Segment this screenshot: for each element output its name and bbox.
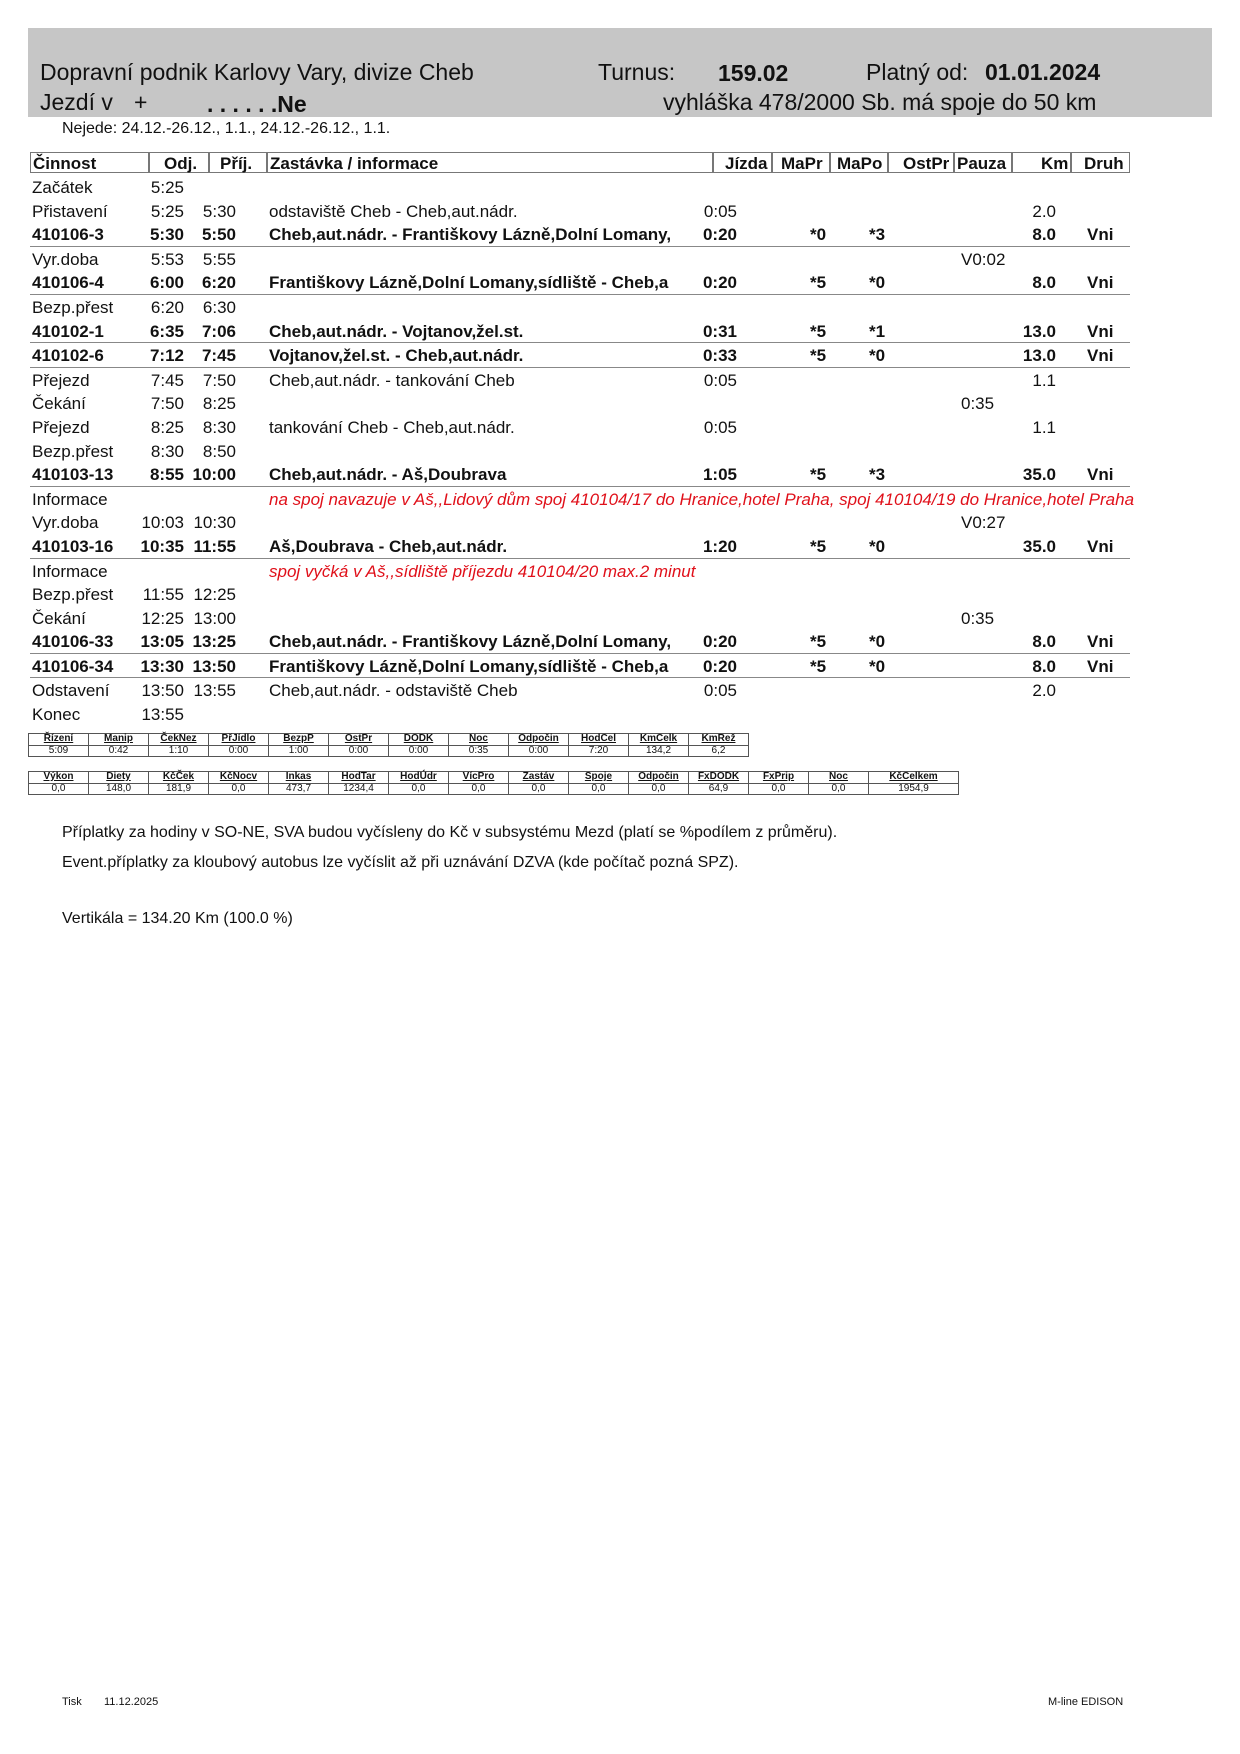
activity-cell: 410106-33 [32, 632, 114, 652]
type-cell: Vni [1087, 321, 1114, 341]
stop-cell: Cheb,aut.nádr. - Františkovy Lázně,Dolní Lomany, [269, 225, 672, 245]
valid-from-label: Platný od: [866, 59, 969, 85]
stat-cell [389, 772, 449, 794]
table-row [30, 534, 1130, 559]
stat-label: Odpočin [518, 733, 559, 744]
stat-value: 0,0 [749, 783, 808, 794]
stat-cell [509, 734, 569, 756]
stat-value: 0:35 [449, 745, 508, 756]
stat-cell [269, 772, 329, 794]
info-note: na spoj navazuje v Aš,,Lidový dům spoj 410104/17 do Hranice,hotel Praha, spoj 410104/19 do Hranice,hotel Praha [269, 489, 1135, 509]
stat-cell [449, 772, 509, 794]
arrival-cell: 5:50 [201, 225, 236, 245]
turnus-label: Turnus: [598, 59, 676, 85]
arrival-cell: 13:00 [193, 608, 236, 628]
type-cell: Vni [1087, 656, 1114, 676]
table-row [30, 606, 1130, 630]
stat-value: 0,0 [509, 783, 568, 794]
table-row [30, 415, 1130, 439]
stat-label: KmCelk [639, 733, 678, 744]
stat-label: PřJídlo [221, 733, 256, 744]
stat-cell [869, 772, 959, 794]
stat-cell [809, 772, 869, 794]
run-time-cell: 0:05 [703, 370, 737, 390]
stop-cell: Vojtanov,žel.st. - Cheb,aut.nádr. [269, 346, 524, 366]
mapr-cell: *0 [810, 225, 827, 245]
run-time-cell: 0:33 [702, 346, 737, 366]
mapr-cell: *5 [810, 632, 827, 652]
stat-label: KčCelkem [889, 771, 938, 782]
stat-cell [569, 772, 629, 794]
run-time-cell: 0:31 [702, 321, 737, 341]
stat-cell [149, 734, 209, 756]
activity-cell: Bezp.přest [32, 441, 114, 461]
stat-value: 0,0 [209, 783, 268, 794]
activity-cell: Konec [32, 705, 81, 725]
activity-cell: Čekání [32, 394, 86, 414]
type-cell: Vni [1087, 465, 1114, 485]
stat-label: Noc [469, 733, 488, 744]
km-cell: 8.0 [1032, 632, 1056, 652]
departure-cell: 13:05 [140, 632, 184, 652]
stat-cell [149, 772, 209, 794]
departure-cell: 7:50 [150, 394, 184, 414]
stat-value: 1:00 [269, 745, 328, 756]
departure-cell: 12:25 [141, 608, 184, 628]
stat-cell [29, 734, 89, 756]
stop-cell: tankování Cheb - Cheb,aut.nádr. [269, 417, 515, 437]
departure-cell: 10:03 [141, 513, 184, 533]
stat-label: Spoje [584, 771, 613, 782]
stat-value: 1954,9 [869, 783, 958, 794]
activity-cell: 410103-13 [32, 465, 114, 485]
stat-cell [629, 734, 689, 756]
activity-cell: Přejezd [32, 417, 90, 437]
run-time-cell: 0:05 [703, 681, 737, 701]
run-time-cell: 1:05 [702, 465, 737, 485]
stat-label: FxPrip [762, 771, 795, 782]
arrival-cell: 5:30 [202, 201, 236, 221]
km-cell: 2.0 [1032, 681, 1056, 701]
col-jizda: Jízda [713, 152, 772, 173]
stat-cell [89, 772, 149, 794]
stat-cell [689, 772, 749, 794]
stat-label: BezpP [283, 733, 314, 744]
stat-label: DODK [403, 733, 434, 744]
stat-value: 181,9 [149, 783, 208, 794]
stat-value: 1:10 [149, 745, 208, 756]
activity-cell: Čekání [32, 608, 86, 628]
departure-cell: 7:45 [150, 370, 184, 390]
runs-label: Jezdí v [40, 89, 113, 115]
stat-label: Zastáv [522, 771, 555, 782]
table-row [30, 462, 1130, 487]
type-cell: Vni [1087, 225, 1114, 245]
activity-cell: Odstavení [32, 681, 110, 701]
activity-cell: 410106-34 [32, 656, 114, 676]
stat-label: HodCel [581, 733, 616, 744]
stat-cell [209, 772, 269, 794]
pause-cell: V0:27 [961, 513, 1006, 533]
table-row [30, 319, 1130, 344]
stat-label: HodÚdr [400, 771, 437, 782]
activity-cell: Vyr.doba [32, 249, 99, 269]
mapo-cell: *0 [869, 536, 886, 556]
km-cell: 1.1 [1032, 370, 1056, 390]
mapr-cell: *5 [810, 321, 827, 341]
mapr-cell: *5 [810, 656, 827, 676]
stat-value: 134,2 [629, 745, 688, 756]
type-cell: Vni [1087, 632, 1114, 652]
table-row [30, 199, 1130, 223]
stat-value: 5:09 [29, 745, 88, 756]
turnus-value: 159.02 [718, 60, 789, 86]
mapo-cell: *3 [869, 225, 886, 245]
table-row [30, 582, 1130, 606]
print-date: 11.12.2025 [104, 1696, 159, 1708]
stop-cell: Cheb,aut.nádr. - tankování Cheb [269, 370, 515, 390]
stat-label: OstPr [344, 733, 373, 744]
col-ostpr: OstPr [888, 152, 954, 173]
activity-cell: 410106-4 [32, 273, 104, 293]
stat-cell [269, 734, 329, 756]
arrival-cell: 6:20 [201, 273, 236, 293]
col-mapr: MaPr [772, 152, 830, 173]
arrival-cell: 5:55 [202, 249, 236, 269]
col-cinnost: Činnost [30, 152, 149, 173]
activity-cell: Informace [32, 489, 108, 509]
run-time-cell: 0:20 [702, 273, 737, 293]
col-mapo: MaPo [830, 152, 888, 173]
departure-cell: 10:35 [140, 536, 184, 556]
stat-cell [689, 734, 749, 756]
run-time-cell: 0:05 [703, 201, 737, 221]
activity-cell: Přistavení [32, 201, 108, 221]
arrival-cell: 8:30 [202, 417, 236, 437]
departure-cell: 13:50 [141, 681, 184, 701]
km-cell: 35.0 [1022, 536, 1056, 556]
activity-cell: Bezp.přest [32, 297, 114, 317]
mapo-cell: *0 [869, 632, 886, 652]
stat-value: 0:00 [329, 745, 388, 756]
stat-cell [209, 734, 269, 756]
arrival-cell: 7:06 [201, 321, 236, 341]
table-row [30, 295, 1130, 319]
stat-label: FxDODK [697, 771, 740, 782]
mapr-cell: *5 [810, 465, 827, 485]
stop-cell: Cheb,aut.nádr. - Aš,Doubrava [269, 465, 507, 485]
info-note: spoj vyčká v Aš,,sídliště příjezdu 410104/20 max.2 minut [269, 561, 696, 581]
stat-label: Noc [829, 771, 848, 782]
stats-table-2 [28, 771, 959, 795]
table-row [30, 247, 1130, 271]
departure-cell: 5:25 [150, 178, 184, 197]
stat-value: 0,0 [629, 783, 688, 794]
stat-label: Odpočin [638, 771, 679, 782]
arrival-cell: 8:25 [202, 394, 236, 414]
mapo-cell: *0 [869, 656, 886, 676]
departure-cell: 13:30 [140, 656, 184, 676]
stat-value: 0,0 [29, 783, 88, 794]
stat-cell [329, 734, 389, 756]
stat-cell [389, 734, 449, 756]
stat-value: 0:00 [209, 745, 268, 756]
runs-plus: + [134, 89, 148, 115]
schedule-table [30, 175, 1135, 726]
col-zastavka: Zastávka / informace [267, 152, 713, 173]
table-row [30, 270, 1130, 295]
departure-cell: 5:30 [149, 225, 184, 245]
table-row [30, 175, 1130, 199]
table-row [30, 343, 1130, 368]
mapr-cell: *5 [810, 273, 827, 293]
table-row [30, 510, 1130, 534]
arrival-cell: 10:00 [192, 465, 236, 485]
arrival-cell: 8:50 [202, 441, 236, 461]
stat-value: 1234,4 [329, 783, 388, 794]
stat-value: 148,0 [89, 783, 148, 794]
note-surcharge-articulated: Event.příplatky za kloubový autobus lze vyčíslit až při uznávání DZVA (kde počítač pozná SPZ). [62, 854, 739, 871]
col-km: Km [1012, 152, 1071, 173]
activity-cell: 410106-3 [32, 225, 104, 245]
stat-value: 0:00 [509, 745, 568, 756]
activity-cell: 410102-1 [32, 321, 104, 341]
arrival-cell: 12:25 [193, 585, 236, 605]
col-druh: Druh [1071, 152, 1130, 173]
stop-cell: Cheb,aut.nádr. - Vojtanov,žel.st. [269, 321, 524, 341]
activity-cell: 410103-16 [32, 536, 114, 556]
stat-cell [449, 734, 509, 756]
stop-cell: Cheb,aut.nádr. - Františkovy Lázně,Dolní Lomany, [269, 632, 672, 652]
activity-cell: Začátek [32, 178, 93, 197]
pause-cell: 0:35 [961, 394, 995, 414]
software-name: M-line EDISON [1048, 1696, 1124, 1708]
mapr-cell: *5 [810, 346, 827, 366]
stat-label: KčČek [162, 771, 195, 782]
run-time-cell: 0:20 [702, 225, 737, 245]
arrival-cell: 7:45 [201, 346, 236, 366]
stat-value: 0:42 [89, 745, 148, 756]
table-header [30, 152, 1130, 174]
departure-cell: 7:12 [149, 346, 184, 366]
stop-cell: Aš,Doubrava - Cheb,aut.nádr. [269, 536, 508, 556]
run-time-cell: 0:20 [702, 632, 737, 652]
km-cell: 2.0 [1032, 201, 1056, 221]
stat-value: 0,0 [389, 783, 448, 794]
departure-cell: 6:20 [150, 297, 184, 317]
km-cell: 8.0 [1032, 225, 1056, 245]
table-row [30, 391, 1130, 415]
stat-value: 64,9 [689, 783, 748, 794]
departure-cell: 6:00 [149, 273, 184, 293]
runs-days: . . . . . .Ne [207, 91, 307, 117]
arrival-cell: 13:55 [193, 681, 236, 701]
regulation-note: vyhláška 478/2000 Sb. má spoje do 50 km [663, 89, 1097, 115]
table-row [30, 629, 1130, 654]
departure-cell: 11:55 [142, 585, 184, 605]
mapr-cell: *5 [810, 536, 827, 556]
departure-cell: 8:30 [150, 441, 184, 461]
arrival-cell: 13:50 [192, 656, 236, 676]
activity-cell: 410102-6 [32, 346, 104, 366]
departure-cell: 5:25 [150, 201, 184, 221]
stat-cell [89, 734, 149, 756]
arrival-cell: 11:55 [193, 536, 236, 556]
table-row [30, 487, 1135, 511]
stat-label: VícPro [462, 771, 495, 782]
note-surcharge-weekend: Příplatky za hodiny v SO-NE, SVA budou vyčísleny do Kč v subsystému Mezd (platí se %podílem z průměru). [62, 824, 838, 841]
km-cell: 13.0 [1022, 346, 1056, 366]
type-cell: Vni [1087, 536, 1114, 556]
stat-value: 0:00 [389, 745, 448, 756]
activity-cell: Přejezd [32, 370, 90, 390]
departure-cell: 8:55 [149, 465, 184, 485]
stop-cell: Františkovy Lázně,Dolní Lomany,sídliště - Cheb,a [269, 273, 669, 293]
arrival-cell: 6:30 [202, 297, 236, 317]
stat-label: Řízení [43, 733, 74, 744]
stat-value: 0,0 [449, 783, 508, 794]
stat-cell [629, 772, 689, 794]
stat-label: KmRež [701, 733, 736, 744]
not-running-dates: Nejede: 24.12.-26.12., 1.1., 24.12.-26.12., 1.1. [62, 120, 391, 137]
pause-cell: V0:02 [961, 249, 1006, 269]
print-label: Tisk [62, 1696, 82, 1708]
stat-cell [29, 772, 89, 794]
table-row [30, 678, 1130, 702]
mapo-cell: *1 [869, 321, 886, 341]
table-row [30, 368, 1130, 392]
mapo-cell: *0 [869, 346, 886, 366]
stat-cell [749, 772, 809, 794]
departure-cell: 8:25 [150, 417, 184, 437]
departure-cell: 5:53 [150, 249, 184, 269]
run-time-cell: 0:20 [702, 656, 737, 676]
type-cell: Vni [1087, 346, 1114, 366]
stat-cell [569, 734, 629, 756]
stat-label: KčNocv [219, 771, 258, 782]
stat-value: 473,7 [269, 783, 328, 794]
col-prij: Příj. [209, 152, 267, 173]
pause-cell: 0:35 [961, 608, 995, 628]
stat-label: Inkas [285, 771, 312, 782]
valid-from-value: 01.01.2024 [985, 59, 1101, 85]
stat-label: HodTar [341, 771, 376, 782]
stat-value: 0,0 [809, 783, 868, 794]
vertikala-summary: Vertikála = 134.20 Km (100.0 %) [62, 910, 293, 927]
stop-cell: Cheb,aut.nádr. - odstaviště Cheb [269, 681, 518, 701]
stat-label: ČekNez [160, 733, 197, 744]
activity-cell: Bezp.přest [32, 585, 114, 605]
km-cell: 13.0 [1022, 321, 1056, 341]
stat-label: Diety [106, 771, 131, 782]
stat-value: 6,2 [689, 745, 748, 756]
km-cell: 8.0 [1032, 273, 1056, 293]
km-cell: 1.1 [1032, 417, 1056, 437]
run-time-cell: 0:05 [703, 417, 737, 437]
stat-cell [329, 772, 389, 794]
arrival-cell: 13:25 [192, 632, 236, 652]
table-row [30, 559, 1130, 583]
stat-value: 0,0 [569, 783, 628, 794]
run-time-cell: 1:20 [702, 536, 737, 556]
col-odj: Odj. [149, 152, 209, 173]
stat-value: 7:20 [569, 745, 628, 756]
company-name: Dopravní podnik Karlovy Vary, divize Cheb [40, 59, 474, 85]
km-cell: 35.0 [1022, 465, 1056, 485]
mapo-cell: *0 [869, 273, 886, 293]
table-row [30, 439, 1130, 463]
table-row [30, 654, 1130, 679]
km-cell: 8.0 [1032, 656, 1056, 676]
col-pauza: Pauza [954, 152, 1012, 173]
activity-cell: Vyr.doba [32, 513, 99, 533]
stat-label: Manip [104, 733, 133, 744]
departure-cell: 13:55 [141, 705, 184, 725]
arrival-cell: 10:30 [193, 513, 236, 533]
stop-cell: odstaviště Cheb - Cheb,aut.nádr. [269, 201, 518, 221]
stats-table-1 [28, 733, 749, 757]
stop-cell: Františkovy Lázně,Dolní Lomany,sídliště - Cheb,a [269, 656, 669, 676]
table-row [30, 222, 1130, 247]
mapo-cell: *3 [869, 465, 886, 485]
departure-cell: 6:35 [149, 321, 184, 341]
arrival-cell: 7:50 [202, 370, 236, 390]
stat-cell [509, 772, 569, 794]
table-row [30, 702, 1130, 726]
activity-cell: Informace [32, 561, 108, 581]
type-cell: Vni [1087, 273, 1114, 293]
stat-label: Výkon [43, 771, 74, 782]
